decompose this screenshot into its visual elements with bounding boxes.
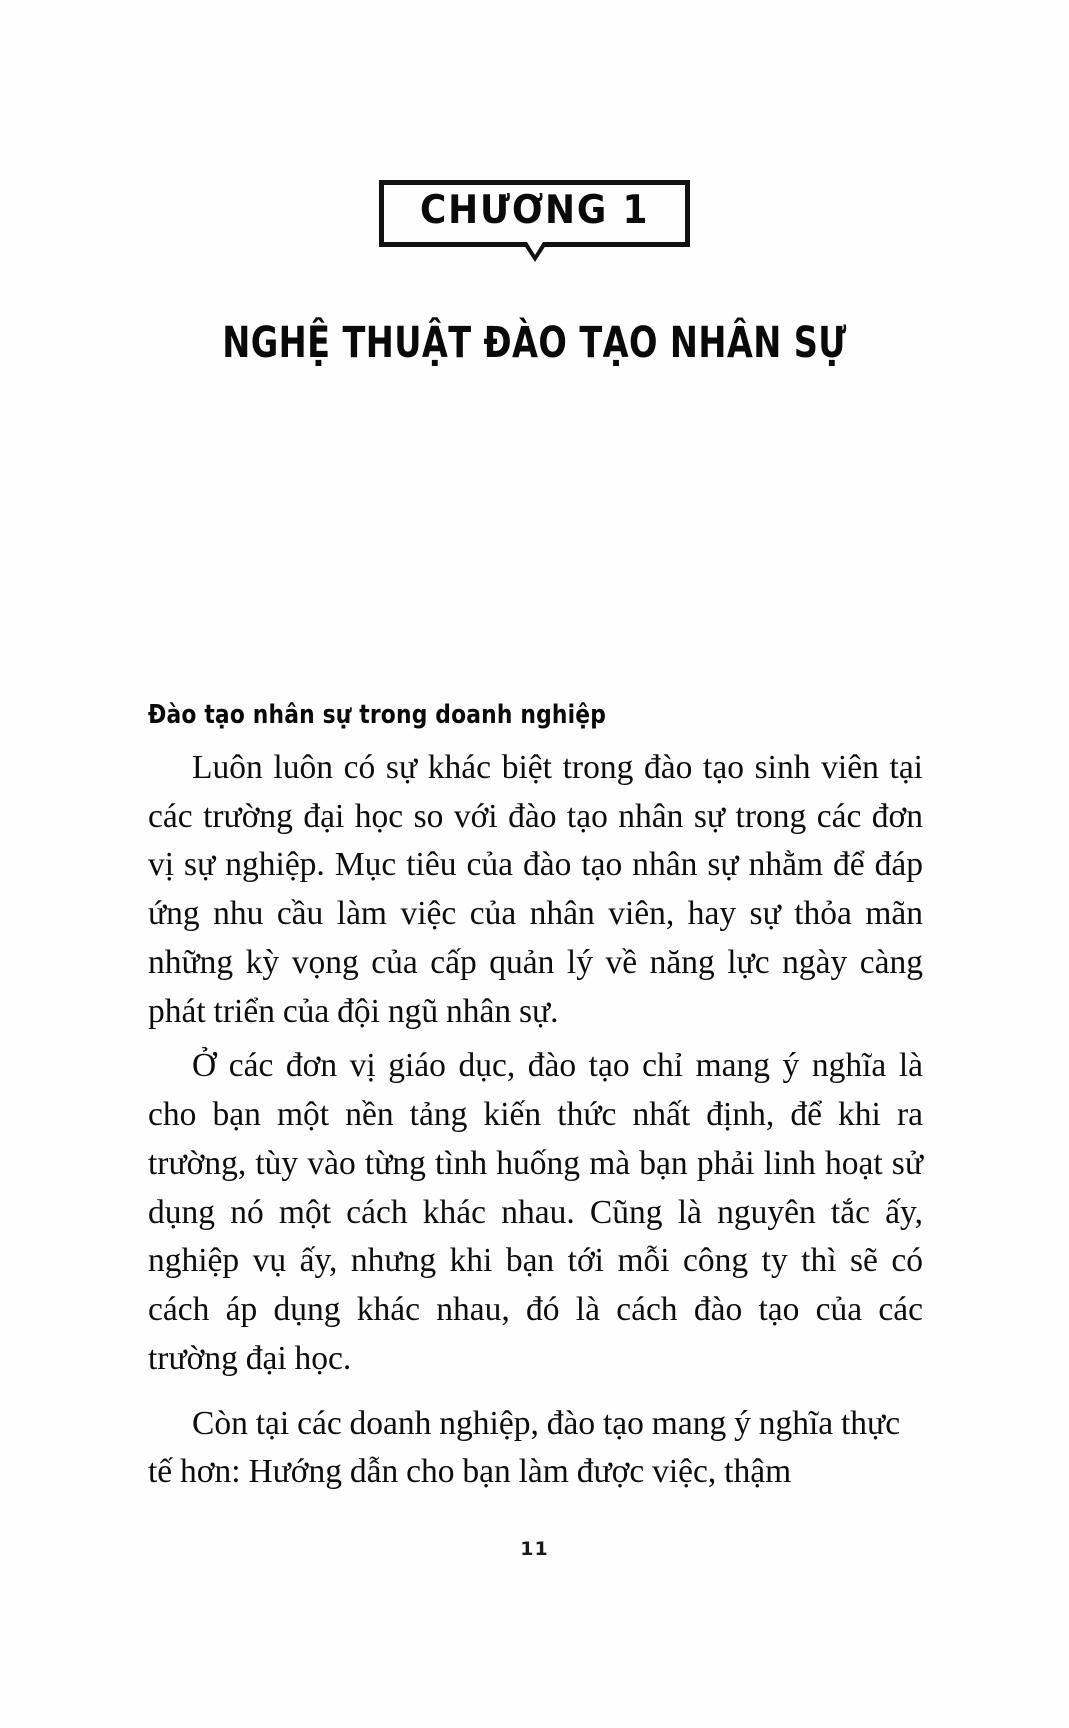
paragraph: Luôn luôn có sự khác biệt trong đào tạo sinh viên tại các trường đại học so với đào tạo nhân sự trong các đơn vị sự nghiệp. Mục tiêu của đào tạo nhân sự nhằm để đáp ứng nhu cầu làm việc của nhân viên, hay sự thỏa mãn những kỳ vọng của cấp quản lý về năng lực ngày càng phát triển của đội ngũ nhân sự. — [148, 749, 923, 1030]
paragraph: Ở các đơn vị giáo dục, đào tạo chỉ mang ý nghĩa là cho bạn một nền tảng kiến thức nhất định, để khi ra trường, tùy vào từng tình huống mà bạn phải linh hoạt sử dụng nó một cách khác nhau. Cũng là nguyên tắc ấy, nghiệp vụ ấy, nhưng khi bạn tới mỗi công ty thì sẽ có cách áp dụng khác nhau, đó là cách đào tạo của các trường đại học. — [148, 1047, 923, 1377]
chapter-banner-box — [379, 180, 690, 247]
page-number: 11 — [520, 1538, 549, 1560]
body-content — [148, 700, 923, 1503]
section-heading: Đào tạo nhân sự trong doanh nghiệp — [148, 700, 607, 730]
chapter-title: NGHỆ THUẬT ĐÀO TẠO NHÂN SỰ — [222, 318, 847, 368]
chapter-banner — [0, 180, 1069, 247]
chapter-label: CHƯƠNG 1 — [419, 188, 650, 233]
paragraph: Còn tại các doanh nghiệp, đào tạo mang ý nghĩa thực tế hơn: Hướng dẫn cho bạn làm được việc, thậm — [148, 1404, 901, 1491]
